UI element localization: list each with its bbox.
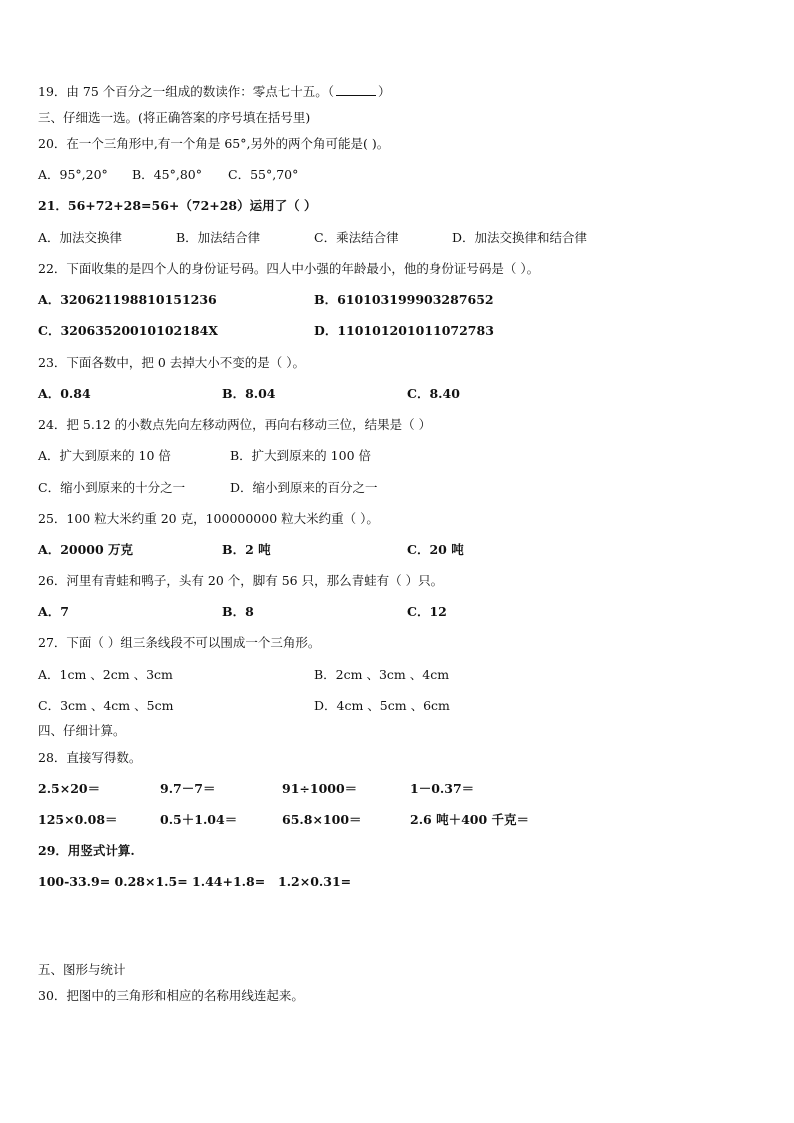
option-b: B．8: [222, 604, 254, 619]
calc-item: 2.6 吨＋400 千克＝: [410, 812, 530, 827]
option-b: B．2cm 、3cm 、4cm: [314, 667, 450, 682]
option-b: B．8.04: [222, 386, 276, 401]
option-b: B．610103199903287652: [314, 292, 494, 307]
option-d: D．110101201011072783: [314, 323, 494, 338]
question-21-stem: 21．56+72+28=56+（72+28）运用了（ ）: [38, 198, 317, 213]
calc-item: 9.7－7＝: [160, 781, 216, 796]
option-c: C．20 吨: [407, 542, 464, 557]
option-a: A．20000 万克: [38, 542, 134, 557]
section-3-heading: 三、仔细选一选。(将正确答案的序号填在括号里): [38, 110, 311, 125]
option-c: C．55°,70°: [228, 167, 299, 182]
section-4-heading: 四、仔细计算。: [38, 723, 126, 738]
calc-item: 125×0.08＝: [38, 812, 118, 827]
calc-item: 0.5＋1.04＝: [160, 812, 238, 827]
option-a: A．95°,20°: [38, 167, 108, 182]
option-d: D．4cm 、5cm 、6cm: [314, 698, 450, 713]
question-22-stem: 22．下面收集的是四个人的身份证号码。四人中小强的年龄最小，他的身份证号码是（ ）。: [38, 261, 540, 276]
option-c: C．8.40: [407, 386, 460, 401]
option-a: A．320621198810151236: [38, 292, 217, 307]
option-b: B．45°,80°: [132, 167, 202, 182]
option-d: D．缩小到原来的百分之一: [230, 480, 378, 495]
option-a: A．0.84: [38, 386, 91, 401]
calc-item: 100-33.9= 0.28×1.5= 1.44+1.8=: [38, 874, 266, 889]
option-a: A．7: [38, 604, 69, 619]
option-c: C．32063520010102184X: [38, 323, 219, 338]
option-c: C．缩小到原来的十分之一: [38, 480, 186, 495]
calc-item: 1.2×0.31=: [278, 874, 352, 889]
question-23-stem: 23．下面各数中，把 0 去掉大小不变的是（ ）。: [38, 355, 306, 370]
question-24-stem: 24．把 5.12 的小数点先向左移动两位，再向右移动三位，结果是（ ）: [38, 417, 432, 432]
answer-blank[interactable]: [336, 83, 376, 96]
option-a: A．加法交换律: [38, 230, 123, 245]
option-d: D．加法交换律和结合律: [452, 230, 588, 245]
option-b: B．2 吨: [222, 542, 271, 557]
option-c: C．3cm 、4cm 、5cm: [38, 698, 174, 713]
question-26-stem: 26．河里有青蛙和鸭子，头有 20 个，脚有 56 只，那么青蛙有（ ）只。: [38, 573, 444, 588]
option-b: B．扩大到原来的 100 倍: [230, 448, 371, 463]
calc-item: 2.5×20＝: [38, 781, 101, 796]
question-30-stem: 30．把图中的三角形和相应的名称用线连起来。: [38, 988, 304, 1003]
calc-item: 1－0.37＝: [410, 781, 475, 796]
option-b: B．加法结合律: [176, 230, 261, 245]
question-27-stem: 27．下面（ ）组三条线段不可以围成一个三角形。: [38, 635, 321, 650]
option-a: A．扩大到原来的 10 倍: [38, 448, 171, 463]
question-28-stem: 28．直接写得数。: [38, 750, 142, 765]
question-25-stem: 25．100 粒大米约重 20 克，100000000 粒大米约重（ ）。: [38, 511, 379, 526]
section-5-heading: 五、图形与统计: [38, 962, 126, 977]
option-c: C．12: [407, 604, 447, 619]
option-a: A．1cm 、2cm 、3cm: [38, 667, 173, 682]
calc-item: 65.8×100＝: [282, 812, 362, 827]
question-20-stem: 20．在一个三角形中,有一个角是 65°,另外的两个角可能是( )。: [38, 136, 390, 151]
question-19: 19．由 75 个百分之一组成的数读作：零点七十五。（ ）: [38, 84, 391, 99]
option-c: C．乘法结合律: [314, 230, 399, 245]
calc-item: 91÷1000＝: [282, 781, 358, 796]
question-29-stem: 29．用竖式计算.: [38, 843, 135, 858]
